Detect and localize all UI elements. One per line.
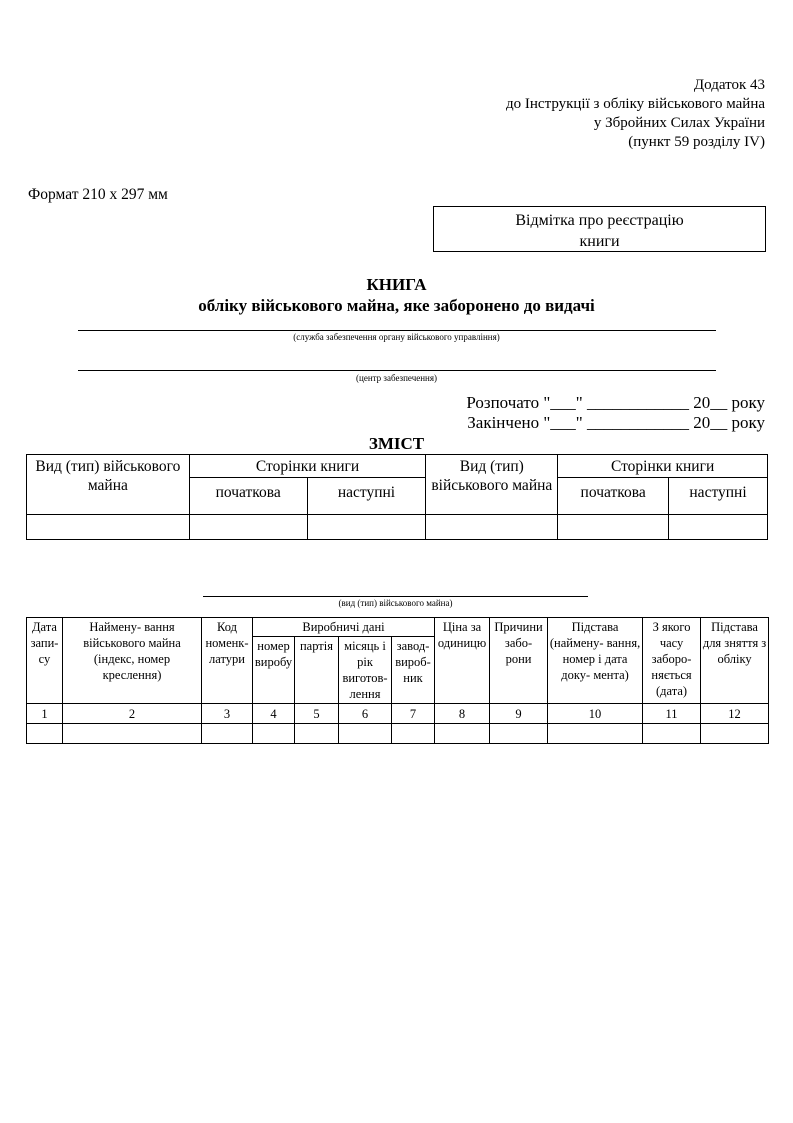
register-empty-cell (63, 724, 202, 744)
column-number: 7 (392, 704, 435, 724)
column-number: 12 (701, 704, 769, 724)
register-empty-cell (202, 724, 253, 744)
contents-type-header-right: Вид (тип) військового майна (426, 455, 558, 515)
header-item-no: номер виробу (253, 637, 295, 704)
center-caption: (центр забезпечення) (356, 373, 437, 383)
column-number: 1 (27, 704, 63, 724)
registration-line1: Відмітка про реєстрацію (515, 212, 684, 229)
column-number: 3 (202, 704, 253, 724)
column-number: 11 (643, 704, 701, 724)
contents-empty-cell (189, 515, 307, 540)
header-month-year: місяць і рік виготов- лення (339, 637, 392, 704)
title-line2: обліку військового майна, яке заборонено до видачі (198, 296, 595, 315)
header-production: Виробничі дані (253, 618, 435, 637)
book-title (0, 274, 793, 316)
format-label: Формат 210 х 297 мм (28, 186, 168, 203)
contents-heading: ЗМІСТ (368, 434, 425, 453)
header-basis-remove: Підстава для зняття з обліку (701, 618, 769, 704)
register-empty-cell (253, 724, 295, 744)
contents-initial-right: початкова (558, 478, 669, 515)
contents-pages-header: Сторінки книги (189, 455, 426, 478)
contents-empty-cell (426, 515, 558, 540)
header-since: З якого часу заборо- няється (дата) (643, 618, 701, 704)
header-code: Код номенк- латури (202, 618, 253, 704)
column-number: 10 (548, 704, 643, 724)
column-number: 9 (490, 704, 548, 724)
appendix-reference (365, 76, 765, 152)
header-name: Наймену- вання військового майна (індекс, номер креслення) (63, 618, 202, 704)
contents-type-header: Вид (тип) військового майна (27, 455, 190, 515)
header-reason: Причини забо- рони (490, 618, 548, 704)
contents-empty-cell (669, 515, 768, 540)
center-line (78, 370, 716, 371)
column-number: 8 (435, 704, 490, 724)
appendix-instruction: до Інструкції з обліку військового майна (506, 96, 765, 112)
column-number: 6 (339, 704, 392, 724)
contents-initial: початкова (189, 478, 307, 515)
title-line1: КНИГА (366, 275, 427, 294)
service-line (78, 330, 716, 331)
header-factory: завод- вироб- ник (392, 637, 435, 704)
column-number: 4 (253, 704, 295, 724)
contents-next: наступні (307, 478, 426, 515)
register-empty-cell (435, 724, 490, 744)
column-number: 2 (63, 704, 202, 724)
register-empty-cell (27, 724, 63, 744)
register-empty-cell (701, 724, 769, 744)
contents-empty-cell (27, 515, 190, 540)
header-basis: Підстава (наймену- вання, номер і дата доку- мента) (548, 618, 643, 704)
header-date: Дата запи- су (27, 618, 63, 704)
register-table (26, 617, 769, 744)
property-type-caption: (вид (тип) військового майна) (338, 598, 453, 608)
column-number: 5 (295, 704, 339, 724)
register-empty-cell (643, 724, 701, 744)
contents-next-right: наступні (669, 478, 768, 515)
header-price: Ціна за одиницю (435, 618, 490, 704)
appendix-forces: у Збройних Силах України (593, 115, 765, 131)
service-caption: (служба забезпечення органу військового управління) (293, 332, 500, 342)
registration-line2: книги (579, 233, 620, 250)
contents-pages-header-right: Сторінки книги (558, 455, 768, 478)
header-batch: партія (295, 637, 339, 704)
contents-empty-cell (307, 515, 426, 540)
registration-box (433, 206, 766, 252)
finished-date: Закінчено "___" ____________ 20__ року (467, 413, 765, 432)
property-type-line (203, 596, 588, 597)
started-date: Розпочато "___" ____________ 20__ року (466, 393, 765, 412)
appendix-clause: (пункт 59 розділу IV) (628, 134, 765, 150)
appendix-number: Додаток 43 (693, 77, 765, 93)
contents-table (26, 454, 768, 540)
register-empty-cell (548, 724, 643, 744)
register-empty-cell (490, 724, 548, 744)
register-empty-cell (295, 724, 339, 744)
register-empty-cell (392, 724, 435, 744)
contents-empty-cell (558, 515, 669, 540)
register-empty-cell (339, 724, 392, 744)
